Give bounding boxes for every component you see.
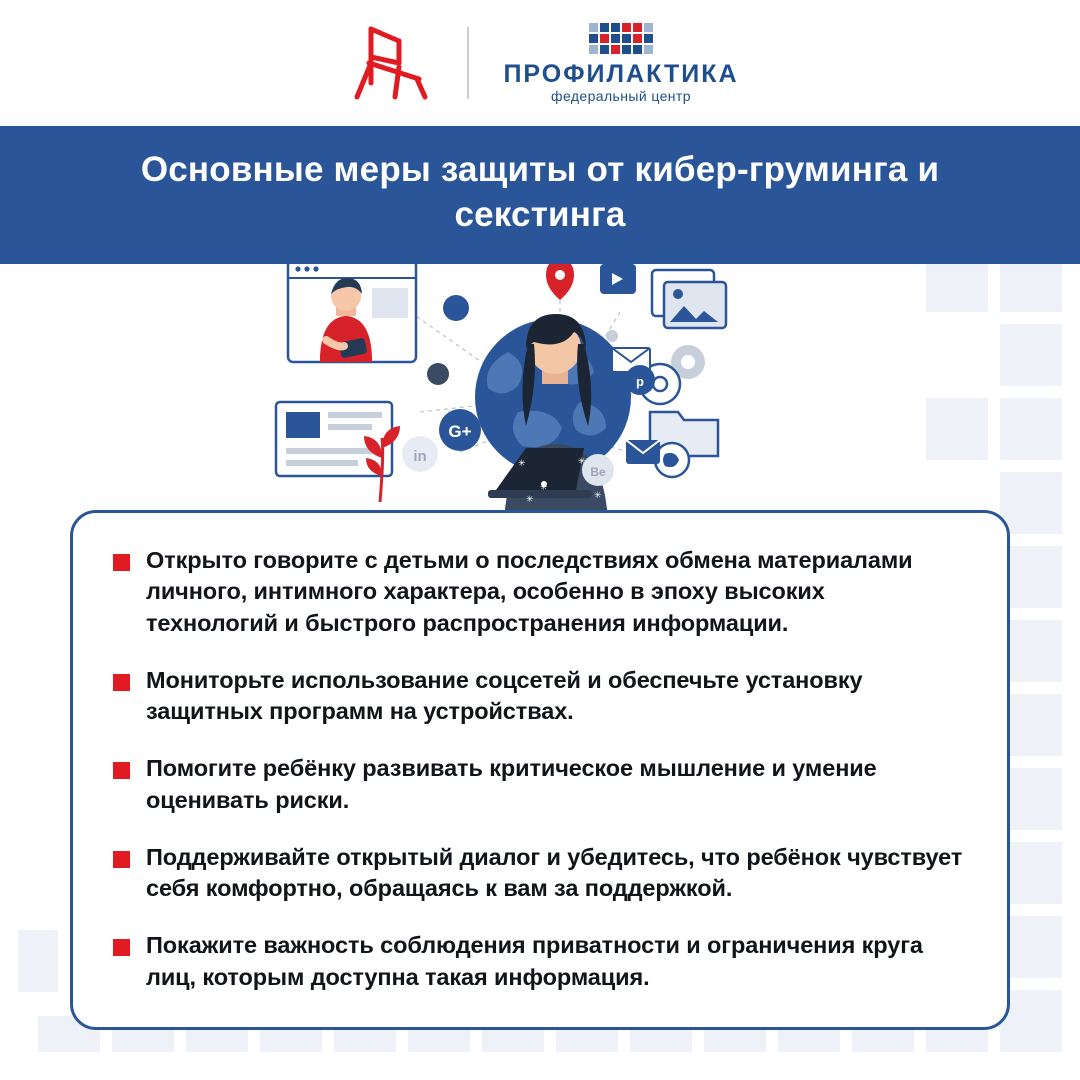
tip-text: Покажите важность соблюдения приватности и ограничения круга лиц, которым доступна такая информация.: [146, 932, 923, 990]
brand-subtitle: федеральный центр: [551, 88, 691, 104]
tip-text: Помогите ребёнку развивать критическое мышление и умение оценивать риски.: [146, 755, 877, 813]
svg-text:✳: ✳: [540, 481, 548, 492]
brand-logo: [503, 23, 738, 103]
list-item: [113, 545, 963, 639]
svg-text:✳: ✳: [578, 455, 586, 466]
svg-text:p: p: [636, 373, 644, 389]
logo-divider: [467, 27, 469, 99]
tip-text: Поддерживайте открытый диалог и убедитесь, что ребёнок чувствует себя комфортно, обращаясь к вам за поддержкой.: [146, 843, 963, 901]
svg-text:✳: ✳: [526, 493, 534, 504]
svg-text:in: in: [413, 447, 427, 465]
brand-name: ПРОФИЛАКТИКА: [503, 60, 739, 88]
grid-logo-icon: [589, 23, 653, 54]
title-bar: [0, 126, 1080, 264]
list-item: [113, 753, 963, 816]
tip-text: Мониторьте использование соцсетей и обеспечьте установку защитных программ на устройствах.: [146, 666, 863, 724]
tips-card: [70, 510, 1010, 1030]
svg-text:Be: Be: [590, 464, 606, 479]
page-title: Основные меры защиты от кибер-груминга и секстинга: [140, 150, 940, 234]
tip-text: Открыто говорите с детьми о последствиях обмена материалами личного, интимного характера, особенно в эпоху высоких технологий и быстрого распространения информации.: [146, 547, 913, 636]
list-item: [113, 842, 963, 905]
bullet-square-icon: [113, 762, 130, 779]
bullet-square-icon: [113, 554, 130, 571]
bullet-square-icon: [113, 851, 130, 868]
svg-text:✳: ✳: [594, 489, 602, 500]
bullet-square-icon: [113, 674, 130, 691]
chair-logo-icon: [341, 23, 433, 103]
svg-text:G+: G+: [448, 421, 472, 441]
brand-header: [0, 0, 1080, 126]
cyber-safety-illustration: [260, 252, 820, 552]
list-item: [113, 665, 963, 728]
svg-text:✳: ✳: [518, 457, 526, 468]
bullet-square-icon: [113, 939, 130, 956]
list-item: [113, 930, 963, 993]
